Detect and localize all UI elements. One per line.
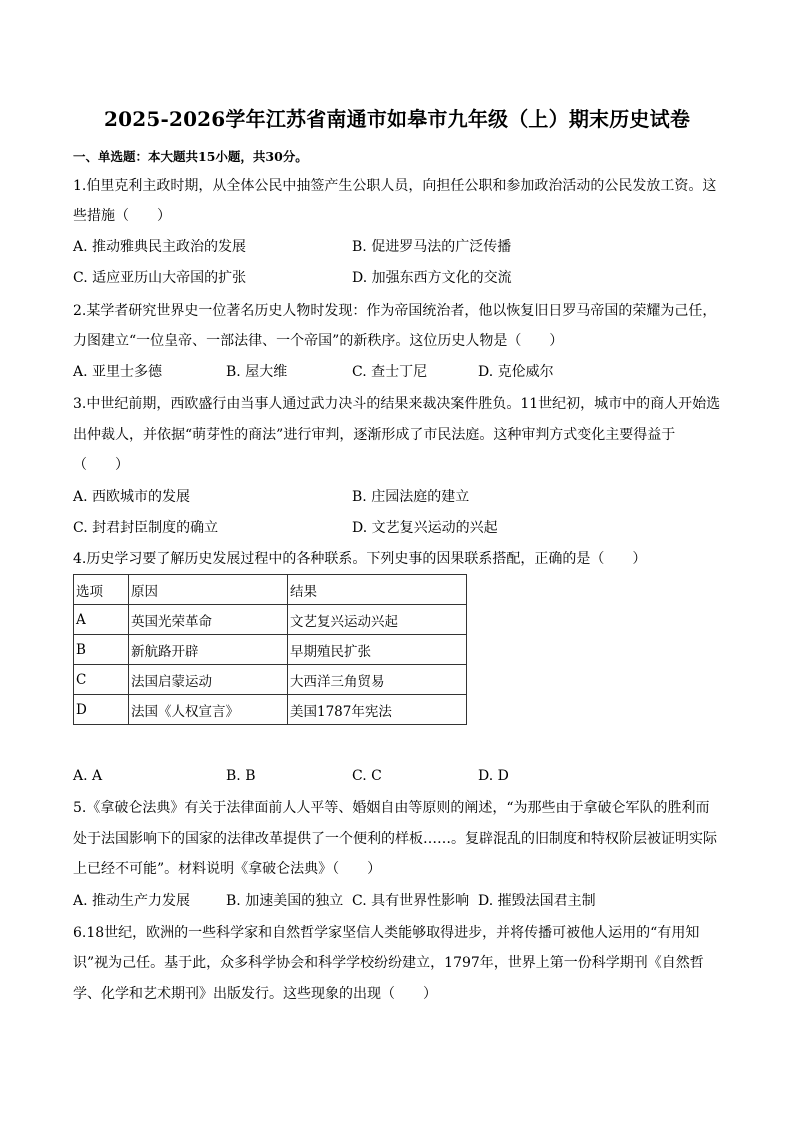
q2-option-d: D. 克伦威尔 [478, 364, 554, 380]
q4-option-a: A. A [73, 768, 103, 784]
table-cell: 文艺复兴运动兴起 [288, 605, 467, 635]
table-cell: C [74, 665, 129, 695]
q4-option-b: B. B [226, 768, 256, 784]
table-cell: A [74, 605, 129, 635]
q3-option-b: B. 庄园法庭的建立 [352, 489, 470, 505]
q5-line-2: 处于法国影响下的国家的法律改革提供了一个便利的样板……。复辟混乱的旧制度和特权阶层被证明实际 [73, 831, 717, 847]
table-header-cell: 结果 [288, 575, 467, 605]
q6-line-2: 识”视为己任。基于此，众多科学协会和科学学校纷纷建立，1797年，世界上第一份科学期刊《自然哲 [73, 955, 704, 971]
table-cell: 美国1787年宪法 [288, 695, 467, 725]
q4-option-d: D. D [478, 768, 509, 784]
q5-option-d: D. 摧毁法国君主制 [478, 893, 596, 909]
table-cell: 英国光荣革命 [129, 605, 288, 635]
q5-option-a: A. 推动生产力发展 [73, 893, 191, 909]
q1-option-b: B. 促进罗马法的广泛传播 [352, 239, 512, 255]
q3-line-2: 出仲裁人，并依据“萌芽性的商法”进行审判，逐渐形成了市民法庭。这种审判方式变化主要得益于 [73, 427, 676, 443]
table-cell: 法国启蒙运动 [129, 665, 288, 695]
table-cell: 早期殖民扩张 [288, 635, 467, 665]
table-row [74, 665, 467, 695]
q2-option-b: B. 屋大维 [226, 364, 288, 380]
q5-option-c: C. 具有世界性影响 [352, 893, 470, 909]
causal-table [73, 574, 467, 725]
table-cell: 新航路开辟 [129, 635, 288, 665]
q1-option-a: A. 推动雅典民主政治的发展 [73, 239, 247, 255]
q2-option-a: A. 亚里士多德 [73, 364, 163, 380]
table-cell: 大西洋三角贸易 [288, 665, 467, 695]
table-cell: D [74, 695, 129, 725]
q3-option-a: A. 西欧城市的发展 [73, 489, 191, 505]
q3-line-1: 3.中世纪前期，西欧盛行由当事人通过武力决斗的结果来裁决案件胜负。11世纪初，城市中的商人开始选 [73, 396, 721, 412]
q1-line-2: 些措施（ ） [73, 208, 171, 224]
table-cell: 法国《人权宣言》 [129, 695, 288, 725]
table-row [74, 605, 467, 635]
q1-option-c: C. 适应亚历山大帝国的扩张 [73, 270, 247, 286]
table-header-cell: 原因 [129, 575, 288, 605]
table-row [74, 635, 467, 665]
q6-line-1: 6.18世纪，欧洲的一些科学家和自然哲学家坚信人类能够取得进步，并将传播可被他人运用的“有用知 [73, 925, 700, 941]
q5-line-1: 5.《拿破仑法典》有关于法律面前人人平等、婚姻自由等原则的阐述，“为那些由于拿破仑军队的胜利而 [73, 800, 710, 816]
table-header-cell: 选项 [74, 575, 129, 605]
section-heading: 一、单选题：本大题共15小题，共30分。 [73, 149, 308, 164]
q6-line-3: 学、化学和艺术期刊》出版发行。这些现象的出现（ ） [73, 986, 437, 1002]
q1-line-1: 1.伯里克利主政时期，从全体公民中抽签产生公职人员，向担任公职和参加政治活动的公民发放工资。这 [73, 178, 717, 194]
q3-option-c: C. 封君封臣制度的确立 [73, 520, 219, 536]
table-cell: B [74, 635, 129, 665]
q1-option-d: D. 加强东西方文化的交流 [352, 270, 512, 286]
q5-line-3: 上已经不可能”。材料说明《拿破仑法典》（ ） [73, 861, 382, 877]
q3-line-3: （ ） [73, 457, 129, 473]
table-row [74, 695, 467, 725]
q5-option-b: B. 加速美国的独立 [226, 893, 344, 909]
q2-line-1: 2.某学者研究世界史一位著名历史人物时发现：作为帝国统治者，他以恢复旧日罗马帝国的荣耀为己任， [73, 303, 717, 319]
q4-line-1: 4.历史学习要了解历史发展过程中的各种联系。下列史事的因果联系搭配，正确的是（ ） [73, 551, 647, 567]
page-title: 2025-2026学年江苏省南通市如皋市九年级（上）期末历史试卷 [103, 107, 691, 131]
q4-option-c: C. C [352, 768, 382, 784]
q2-option-c: C. 查士丁尼 [352, 364, 428, 380]
q3-option-d: D. 文艺复兴运动的兴起 [352, 520, 498, 536]
q2-line-2: 力图建立“一位皇帝、一部法律、一个帝国”的新秩序。这位历史人物是（ ） [73, 333, 564, 349]
table-header-row [74, 575, 467, 605]
